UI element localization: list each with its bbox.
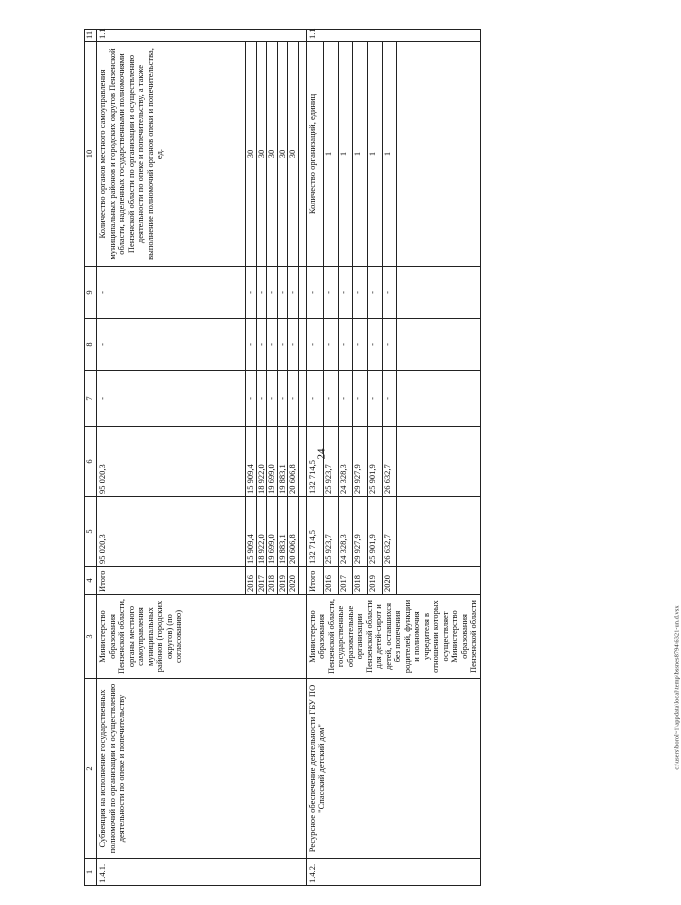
col10: 1 xyxy=(324,42,339,267)
measure-name: Ресурсное обеспечение деятельности ГБУ ПО "Спасский детский дом" xyxy=(306,679,480,859)
col8: - xyxy=(256,319,267,371)
header-cell: 5 xyxy=(85,497,97,567)
col8: - xyxy=(277,319,288,371)
col9: - xyxy=(277,267,288,319)
col5: 26 632,7 xyxy=(382,497,397,567)
total-col8: - xyxy=(306,319,323,371)
table-frame xyxy=(84,30,614,886)
col6: 19 699,0 xyxy=(267,427,278,497)
header-row xyxy=(85,30,97,886)
col8: - xyxy=(324,319,339,371)
empty-cell xyxy=(298,267,306,319)
col5: 19 699,0 xyxy=(267,497,278,567)
col5: 25 923,7 xyxy=(324,497,339,567)
header-cell: 6 xyxy=(85,427,97,497)
col8: - xyxy=(288,319,299,371)
program-table xyxy=(84,29,481,886)
year: 2019 xyxy=(367,567,382,595)
empty-cell xyxy=(397,267,481,319)
total-col5: 95 020,3 xyxy=(97,497,246,567)
col9: - xyxy=(353,267,368,319)
col6: 18 922,0 xyxy=(256,427,267,497)
col9: - xyxy=(246,267,257,319)
col7: - xyxy=(256,371,267,427)
header-cell: 7 xyxy=(85,371,97,427)
header-cell: 1 xyxy=(85,859,97,886)
header-cell: 9 xyxy=(85,267,97,319)
row-number: 1.4.2. xyxy=(306,859,480,886)
col10: 30 xyxy=(246,42,257,267)
col8: - xyxy=(353,319,368,371)
empty-cell xyxy=(397,567,481,595)
table-row xyxy=(306,30,323,886)
empty-cell xyxy=(298,319,306,371)
col6: 15 909,4 xyxy=(246,427,257,497)
empty-cell xyxy=(397,42,481,267)
total-col6: 95 020,3 xyxy=(97,427,246,497)
year: 2016 xyxy=(324,567,339,595)
total-label: Итого xyxy=(97,567,246,595)
col9: - xyxy=(288,267,299,319)
col7: - xyxy=(367,371,382,427)
total-col9: - xyxy=(306,267,323,319)
year: 2020 xyxy=(288,567,299,595)
year: 2018 xyxy=(353,567,368,595)
col8: - xyxy=(267,319,278,371)
col7: - xyxy=(382,371,397,427)
year: 2017 xyxy=(338,567,353,595)
col5: 15 909,4 xyxy=(246,497,257,567)
col7: - xyxy=(338,371,353,427)
col5: 29 927,9 xyxy=(353,497,368,567)
year: 2019 xyxy=(277,567,288,595)
header-cell: 4 xyxy=(85,567,97,595)
col6: 20 606,8 xyxy=(288,427,299,497)
year: 2017 xyxy=(256,567,267,595)
col10: 1 xyxy=(353,42,368,267)
executor: Министерство образования Пензенской области, органы местного самоуправления муниципальных районов (городских округов) (по согласованию) xyxy=(97,595,307,679)
file-path-footer: c:\users\borol~1\appdata\local\temp\bssnes8794\6321-un.d.vsx xyxy=(673,605,681,770)
col6: 26 632,7 xyxy=(382,427,397,497)
col8: - xyxy=(338,319,353,371)
empty-cell xyxy=(298,567,306,595)
col8: - xyxy=(367,319,382,371)
empty-cell xyxy=(298,497,306,567)
col7: - xyxy=(267,371,278,427)
total-col6: 132 714,5 xyxy=(306,427,323,497)
header-cell: 11 xyxy=(85,30,97,42)
program-link: 1.1 xyxy=(97,30,307,42)
indicator: Количество организаций, единиц xyxy=(306,42,323,267)
row-number: 1.4.1. xyxy=(97,859,307,886)
program-link: 1.1 xyxy=(306,30,480,42)
col6: 29 927,9 xyxy=(353,427,368,497)
empty-cell xyxy=(397,371,481,427)
col7: - xyxy=(277,371,288,427)
col6: 19 883,1 xyxy=(277,427,288,497)
indicator: Количество органов местного самоуправления муниципальных районов и городских округов Пензенской области, наделенных государственными полномочиями Пензенской области по организации и осуществлению деятельности по опеке и попечительству, а также выполнение полномочий органов опеки и попечительства, ед. xyxy=(97,42,246,267)
col5: 18 922,0 xyxy=(256,497,267,567)
executor: Министерство образования Пензенской области, государственные образовательные организации Пензенской области для детей-сирот и детей, оставшихся без попечения родителей, функции и полномочия учредителя в отношении которых осуществляет Министерство образования Пензенской области xyxy=(306,595,480,679)
col9: - xyxy=(367,267,382,319)
empty-cell xyxy=(298,427,306,497)
col5: 24 328,3 xyxy=(338,497,353,567)
col10: 1 xyxy=(338,42,353,267)
col9: - xyxy=(324,267,339,319)
col10: 30 xyxy=(277,42,288,267)
total-col7: - xyxy=(306,371,323,427)
empty-cell xyxy=(298,371,306,427)
col10: 30 xyxy=(267,42,278,267)
col7: - xyxy=(353,371,368,427)
col6: 24 328,3 xyxy=(338,427,353,497)
page-number: 24 xyxy=(315,448,328,460)
col7: - xyxy=(288,371,299,427)
col9: - xyxy=(338,267,353,319)
empty-cell xyxy=(397,427,481,497)
col9: - xyxy=(256,267,267,319)
header-cell: 2 xyxy=(85,679,97,859)
col10: 30 xyxy=(288,42,299,267)
col6: 25 901,9 xyxy=(367,427,382,497)
total-col7: - xyxy=(97,371,246,427)
col5: 20 606,8 xyxy=(288,497,299,567)
header-cell: 8 xyxy=(85,319,97,371)
col7: - xyxy=(246,371,257,427)
total-col8: - xyxy=(97,319,246,371)
col9: - xyxy=(382,267,397,319)
col10: 1 xyxy=(367,42,382,267)
empty-cell xyxy=(397,319,481,371)
total-label: Итого xyxy=(306,567,323,595)
col6: 25 923,7 xyxy=(324,427,339,497)
total-col5: 132 714,5 xyxy=(306,497,323,567)
col5: 25 901,9 xyxy=(367,497,382,567)
header-cell: 10 xyxy=(85,42,97,267)
col5: 19 883,1 xyxy=(277,497,288,567)
col7: - xyxy=(324,371,339,427)
empty-cell xyxy=(397,497,481,567)
total-col9: - xyxy=(97,267,246,319)
header-cell: 3 xyxy=(85,595,97,679)
col10: 1 xyxy=(382,42,397,267)
table-row xyxy=(97,30,246,886)
year: 2016 xyxy=(246,567,257,595)
year: 2020 xyxy=(382,567,397,595)
col8: - xyxy=(246,319,257,371)
col8: - xyxy=(382,319,397,371)
empty-cell xyxy=(298,42,306,267)
year: 2018 xyxy=(267,567,278,595)
col10: 30 xyxy=(256,42,267,267)
col9: - xyxy=(267,267,278,319)
measure-name: Субвенция на исполнение государственных полномочий по организации и осуществлению деятельности по опеке и попечительству xyxy=(97,679,307,859)
